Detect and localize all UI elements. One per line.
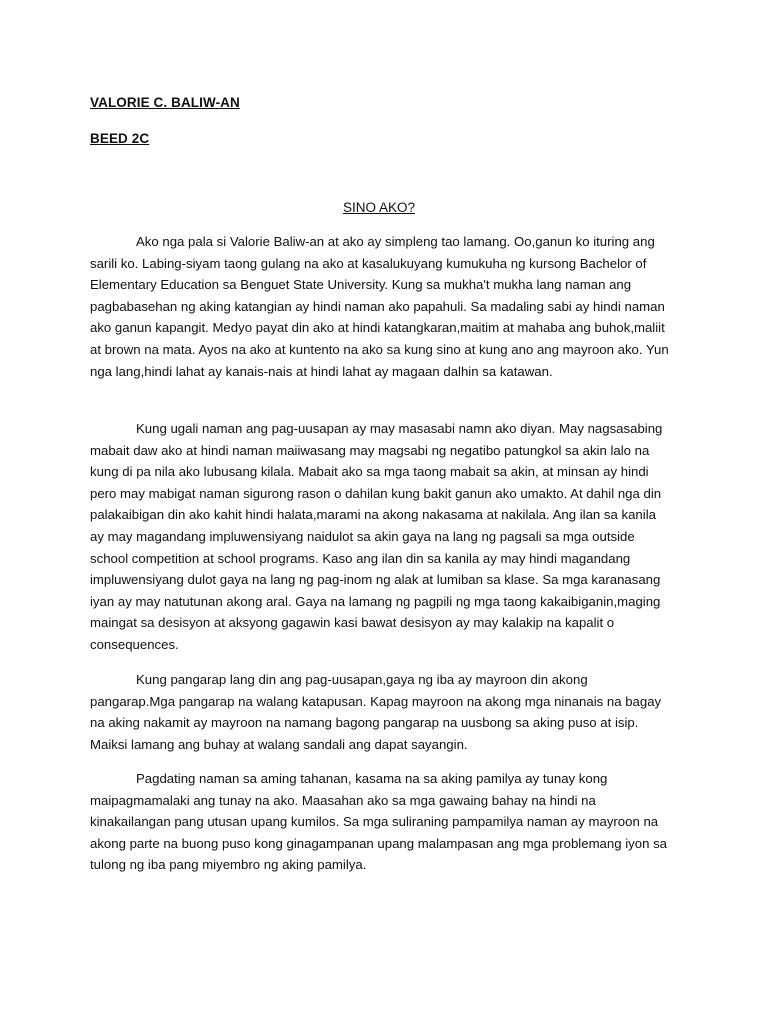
paragraph-4: Pagdating naman sa aming tahanan, kasama na sa aking pamilya ay tunay kong maipagmamalaki ang tunay na ako. Maasahan ako sa mga gawaing bahay na hindi na kinakailangan pang utusan upang kumilos. Sa mga suliraning pampamilya naman ay mayroon na akong parte na buong puso kong ginagampanan upang malampasan ang mga problemang iyon sa tulong ng iba pang miyembro ng aking pamilya. bbox=[90, 771, 668, 873]
paragraph-2: Kung ugali naman ang pag-uusapan ay may masasabi namn ako diyan. May nagsasabing mabait daw ako at hindi naman maiiwasang may magsabi ng negatibo patungkol sa akin lalo na kung di pa nila ako lubusang kilala. Mabait ako sa mga taong mabait sa akin, at minsan ay hindi pero may mabigat naman sigurong rason o dahilan kung bakit ganun ako umakto. At dahil nga din palakaibigan din ako kahit hindi halata,marami na akong nakasama at nakilala. Ang ilan sa kanila ay may magandang impluwensiyang naidulot sa akin gaya na lang ng pagsali sa mga outside school competition at school programs. Kaso ang ilan din sa kanila ay may hindi magandang impluwensiyang dulot gaya na lang ng pag-inom ng alak at lumiban sa klase. Sa mga karanasang iyan ay may natutunan akong aral. Gaya na lamang ng pagpili ng mga taong kakaibiganin,maging maingat sa desisyon at aksyong gagawin kasi bawat desisyon ay may kalakip na kapalit o consequences. bbox=[90, 421, 663, 652]
class-section: BEED 2C bbox=[90, 131, 150, 146]
essay-title: SINO AKO? bbox=[342, 200, 416, 215]
paragraph-3: Kung pangarap lang din ang pag-uusapan,gaya ng iba ay mayroon din akong pangarap.Mga pangarap na walang katapusan. Kapag mayroon na akong mga ninanais na bagay na aking nakamit ay mayroon na namang bagong pangarap na uusbong sa aking puso at isip. Maiksi lamang ang buhay at walang sandali ang dapat sayangin. bbox=[90, 672, 662, 752]
author-name: VALORIE C. BALIW-AN bbox=[90, 95, 240, 110]
paragraph-1: Ako nga pala si Valorie Baliw-an at ako ay simpleng tao lamang. Oo,ganun ko ituring ang sarili ko. Labing-siyam taong gulang na ako at kasalukuyang kumukuha ng kursong Bachelor of Elementary Education sa Benguet State University. Kung sa mukha't mukha lang naman ang pagbabasehan ng aking katangian ay hindi naman ako papahuli. Sa madaling sabi ay hindi naman ako ganun kapangit. Medyo payat din ako at hindi katangkaran,maitim at mahaba ang buhok,maliit at brown na mata. Ayos na ako at kuntento na ako sa kung sino at kung ano ang mayroon ako. Yun nga lang,hindi lahat ay kanais-nais at hindi lahat ay magaan dalhin sa katawan. bbox=[90, 234, 669, 379]
